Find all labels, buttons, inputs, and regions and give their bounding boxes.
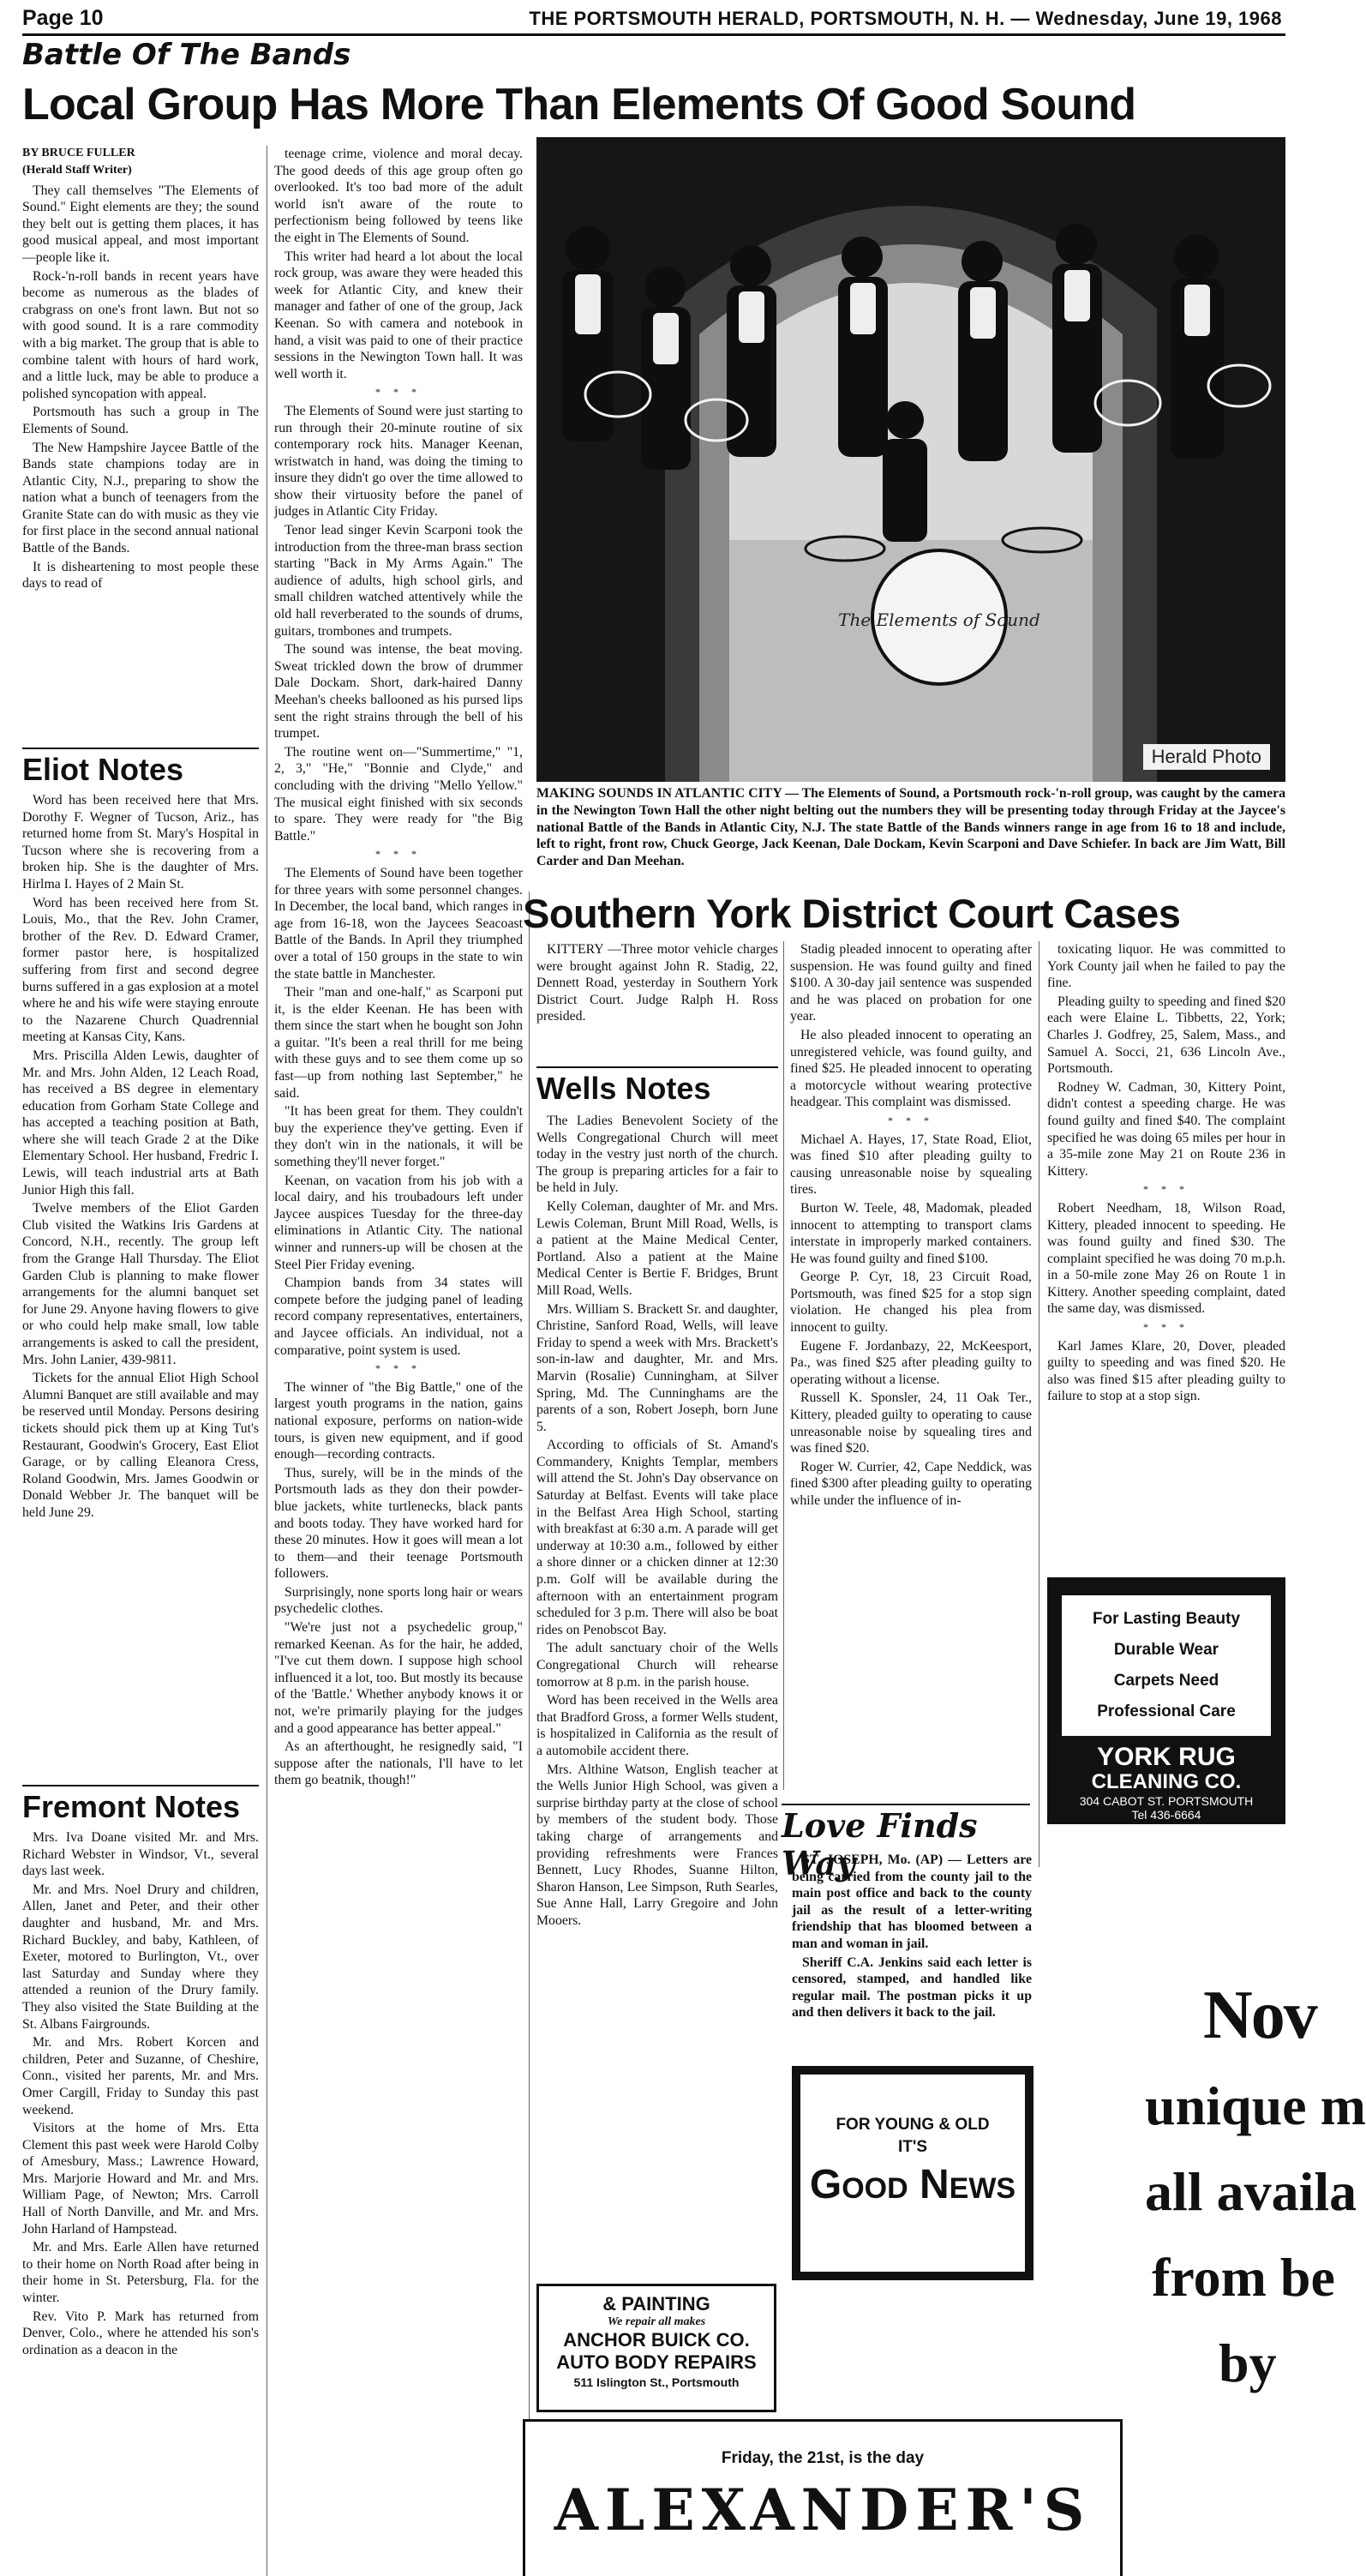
ad-good-news: Good News — [809, 2162, 1016, 2207]
paragraph: Stadig pleaded innocent to operating after suspension. He was found guilty and fined $100. A 30-day jail sentence was suspended and he was placed on probation for one year. — [790, 942, 1032, 1024]
photo-credit: Herald Photo — [1143, 744, 1270, 770]
section-break: * * * — [375, 1362, 422, 1375]
ad-repair: We repair all makes — [607, 2315, 706, 2328]
main-headline: Local Group Has More Than Elements Of Good Sound — [22, 80, 1136, 129]
paper-dateline: THE PORTSMOUTH HERALD, PORTSMOUTH, N. H. — Wednesday, June 19, 1968 — [529, 7, 1282, 29]
paragraph: Pleading guilty to speeding and fined $20 each were Elaine L. Tibbetts, 22, York; Charles J. Godfrey, 25, Salem, Mass., and Samuel A. Socci, 21, 636 Lincoln Ave., Portsmouth. — [1047, 994, 1285, 1077]
paragraph: Portsmouth has such a group in The Elements of Sound. — [22, 405, 259, 436]
paragraph: Mr. and Mrs. Earle Allen have returned to their home on North Road after being in their home in St. Petersburg, Fla. for the winter. — [22, 2240, 259, 2306]
paragraph: Rev. Vito P. Mark has returned from Denver, Colo., where he attended his son's ordination as a deacon in the — [22, 2309, 259, 2357]
ad-tagline: FOR YOUNG & OLD — [836, 2116, 990, 2134]
paragraph: The Elements of Sound have been together for three years with some personnel changes. In December, the local band, which ranges in age from 16-18, won the Jaycees Seacoast Battle of the Bands. In April they triumphed over a total of 150 groups in the state to win the state battle in Manchester. — [274, 865, 523, 982]
ad-friday: Friday, the 21st, is the day — [721, 2449, 925, 2467]
ad-line: Durable Wear — [1113, 1641, 1219, 1659]
photo-caption: MAKING SOUNDS IN ATLANTIC CITY — The Elements of Sound, a Portsmouth rock-'n-roll group, was caught by the camera in the Newington Town Hall the other night belting out the numbers they will be presenting today through Friday at the Jaycee's national Battle of the Bands in Atlantic City, N.J. The state Battle of the Bands winners range in age from 16 to 18 and include, left to right, front row, Chuck George, Jack Keenan, Dale Dockam, Kevin Scarponi and Dave Schiefer. In back are Jim Watt, Bill Carder and Dan Meehan. — [536, 786, 1285, 869]
paragraph: KITTERY —Three motor vehicle charges were brought against John R. Stadig, 22, Dennett Road, yesterday in Southern York District Court. Judge Ralph H. Ross presided. — [536, 942, 778, 1024]
eliot-notes-body — [22, 792, 259, 1778]
paragraph: George P. Cyr, 18, 23 Circuit Road, Portsmouth, was fined $25 for a stop sign violation. He changed his plea from innocent to guilty. — [790, 1270, 1032, 1336]
fremont-notes-body — [22, 1829, 259, 2576]
paragraph: Mr. and Mrs. Robert Korcen and children, Peter and Suzanne, of Cheshire, Conn., visited her parents, Mr. and Mrs. Omer Cargill, Friday to Sunday this past weekend. — [22, 2035, 259, 2117]
band-photo — [536, 137, 1285, 782]
paragraph: Tickets for the annual Eliot High School Alumni Banquet are still available and may be reserved until Monday. Persons desiring tickets should pick them up at King Tut's Restaurant, Goodwin's Grocery, East Eliot Garage, or by calling Eleanora Cress, Roland Goodwin, Mrs. James Goodwin or Donald Webber Jr. The banquet will be held June 29. — [22, 1371, 259, 1520]
ad-tagline-2: IT'S — [897, 2138, 928, 2156]
paragraph: ST. JOSEPH, Mo. (AP) — Letters are being carried from the county jail to the main post office and back to the county jail as the result of a letter-writing friendship that has bloomed between a man and woman in jail. — [792, 1852, 1032, 1951]
eliot-notes-heading: Eliot Notes — [22, 748, 259, 789]
paragraph: The winner of "the Big Battle," one of the largest youth programs in the nation, gains national exposure, performs on nation-wide tours, is given new equipment, and if good enough—recording contracts. — [274, 1379, 523, 1462]
column-rule — [783, 941, 784, 1790]
paragraph: Surprisingly, none sports long hair or wears psychedelic clothes. — [274, 1584, 523, 1617]
section-break: * * * — [1143, 1321, 1189, 1334]
good-news-ad — [792, 2066, 1033, 2280]
southern-york-headline: Southern York District Court Cases — [523, 891, 1181, 936]
paragraph: Their "man and one-half," as Scarponi put it, is the elder Keenan. He has been with them since the start when he bought son John a guitar. "It's been a real thrill for me being with these guys and to see them come up so fast—up from nothing last September," he said. — [274, 985, 523, 1101]
wells-notes-heading: Wells Notes — [536, 1066, 778, 1108]
paragraph: Roger W. Currier, 42, Cape Neddick, was fined $300 after pleading guilty to operating while under the influence of in- — [790, 1459, 1032, 1508]
paragraph: Rodney W. Cadman, 30, Kittery Point, didn't contest a speeding charge. He was found guilty and fined $40. The complaint specified he was doing 65 miles per hour in a 35-mile zone May 21 on Route 236 in Kittery. — [1047, 1079, 1285, 1179]
paragraph: Word has been received in the Wells area that Bradford Gross, a former Wells student, is hospitalized in California as the result of a automobile accident there. — [536, 1693, 778, 1758]
paragraph: He also pleaded innocent to operating an unregistered vehicle, was found guilty, and fined $25. He pleaded innocent to operating a motorcycle without wearing protective headgear. This complaint was dismissed. — [790, 1027, 1032, 1110]
paragraph: Tenor lead singer Kevin Scarponi took the introduction from the three-man brass section starting "Back in My Arms Again." The audience of adults, high school girls, and small children watched attentively while the old hall reverberated to the sounds of drums, guitars, trombones and trumpets. — [274, 523, 523, 639]
paragraph: Rock-'n-roll bands in recent years have become as numerous as the blades of crabgrass on one's front lawn. But not so with good sound. It is a rare commodity with a big market. The group that is able to combine talent with hours of hard work, and a little luck, may be able to produce a polished syncopation with appeal. — [22, 268, 259, 401]
paragraph: The New Hampshire Jaycee Battle of the Bands state champions today are in Atlantic City, N.J., preparing to show the nation what a bunch of teenagers from the Granite State can do with music as they vie for first place in the second annual national Battle of the Bands. — [22, 440, 259, 556]
paragraph: The sound was intense, the beat moving. Sweat trickled down the brow of drummer Dale Dockam. Short, dark-haired Danny Meehan's cheeks ballooned as his pursed lips sent the right strains through the bell of his trumpet. — [274, 642, 523, 742]
ad-painting: & PAINTING — [602, 2293, 710, 2315]
band-photo-image — [536, 137, 1285, 782]
ad-big-text: all availa — [1145, 2161, 1357, 2222]
paragraph: The routine went on—"Summertime," "1, 2, 3," "He," "Bonnie and Clyde," and concluding with the driving "Mello Yellow." The musical eight finished with six seconds to spare. They were ready for "the Big Battle." — [274, 744, 523, 844]
cropped-ad — [1141, 1886, 1366, 2576]
paragraph: Robert Needham, 18, Wilson Road, Kittery, pleaded innocent to speeding. He was found guilty and fined $30. The complaint specified he was doing 70 m.p.h. in a 50-mile zone May 26 on Route 1 in Kittery. Another speeding complaint, dated the same day, was dismissed. — [1047, 1200, 1285, 1317]
ad-phone: Tel 436-6664 — [1131, 1808, 1201, 1822]
paragraph: Mrs. Iva Doane visited Mr. and Mrs. Richard Webster in Windsor, Vt., several days last week. — [22, 1830, 259, 1879]
main-story-column-2 — [274, 146, 523, 2576]
ad-line: For Lasting Beauty — [1092, 1610, 1241, 1628]
love-finds-way-heading: Love Finds Way — [782, 1804, 1030, 1882]
paragraph: The Elements of Sound were just starting to run through their 20-minute routine of six contemporary rock hits. Manager Keenan, wristwatch in hand, was doing the timing to insure they didn't go over the time allowed to show their virtuosity before the panel of judges in Atlantic City Friday. — [274, 403, 523, 519]
paragraph: The Ladies Benevolent Society of the Wells Congregational Church will meet today in the vestry just north of the church. The group is preparing articles for a fair to be held in July. — [536, 1114, 778, 1196]
paragraph: Eugene F. Jordanbazy, 22, McKeesport, Pa., was fined $25 after pleading guilty to operating without a license. — [790, 1338, 1032, 1387]
paragraph: Karl James Klare, 20, Dover, pleaded guilty to speeding and was fined $20. He also was fined $15 after pleading guilty to failure to stop at a stop sign. — [1047, 1338, 1285, 1404]
paragraph: Champion bands from 34 states will compete before the judging panel of leading record company representatives, entertainers, and Jaycee officials. An individual, not a comparative, point system is used. — [274, 1276, 523, 1358]
paragraph: According to officials of St. Amand's Commandery, Knights Templar, members will attend the St. John's Day observance on Saturday at Belfast. Events will take place in the Belfast Area High School, starting with breakfast at 6:30 a.m. A parade will get underway at 10:30 a.m., followed by either a shore dinner or a chicken dinner at 12:30 p.m. Golf will be available during the afternoon with an entertainment program scheduled for 3 p.m. There will also be boat rides on Penobscot Bay. — [536, 1438, 778, 1637]
paragraph: "It has been great for them. They couldn't buy the experience they've getting. Even if they don't win in the nationals, it will be something they'll never forget." — [274, 1104, 523, 1170]
paragraph: Word has been received here that Mrs. Dorothy F. Wegner of Tucson, Ariz., has returned home from St. Mary's Hospital in Tucson where she is recovering from a broken hip. She is the daughter of Mrs. Hirlma I. Hayes of 2 Main St. — [22, 793, 259, 892]
paragraph: Sheriff C.A. Jenkins said each letter is censored, stamped, and handled like regular mail. The postman picks it up and then delivers it back to the jail. — [792, 1955, 1032, 2021]
section-break: * * * — [888, 1114, 934, 1126]
anchor-buick-ad — [536, 2284, 776, 2412]
paragraph: toxicating liquor. He was committed to York County jail when he failed to pay the fine. — [1047, 942, 1285, 991]
ad-line: Carpets Need — [1113, 1672, 1219, 1690]
column-rule — [529, 892, 530, 2576]
alexanders-ad — [523, 2419, 1123, 2576]
paragraph: Michael A. Hayes, 17, State Road, Eliot, was fined $10 after pleading guilty to causing unreasonable noise by squealing tires. — [790, 1132, 1032, 1198]
paragraph: Burton W. Teele, 48, Madomak, pleaded innocent to attempting to transport clams interstate in improperly marked containers. He was found guilty and fined $100. — [790, 1200, 1032, 1266]
paragraph: Mrs. Priscilla Alden Lewis, daughter of Mr. and Mrs. John Alden, 12 Leach Road, has received a BS degree in elementary education from Gorham State College and has accepted a teaching position at Bath, where she will teach Grade 2 at the Dike Elementary School. Her husband, Fredric I. Lewis, will teach industrial arts at Bath Junior High this fall. — [22, 1048, 259, 1198]
paragraph: This writer had heard a lot about the local rock group, was aware they were headed this week for Atlantic City, and knew their manager and father of one of the group, Jack Keenan. So with camera and notebook in hand, a visit was paid to one of their practice sessions in the Newington Town hall. It was well worth it. — [274, 249, 523, 381]
paragraph: Mr. and Mrs. Noel Drury and children, Allen, Janet and Peter, and their other daughter and husband, Mr. and Mrs. Richard Buckley, and baby, Kathleen, of Exeter, motored to Burlington, Vt., over last Saturday and Sunday where they attended a reunion of the Drury family. They also visited the State Building at the St. Albans Fairgrounds. — [22, 1882, 259, 2032]
ad-company-name: YORK RUG — [1097, 1743, 1236, 1771]
byline-title: (Herald Staff Writer) — [22, 164, 132, 177]
paragraph: Keenan, on vacation from his job with a local dairy, and his troubadours left under Jaycee auspices Tuesday for the three-day eliminations in Atlantic City. The national winner and runners-up will be chosen at the Steel Pier Friday evening. — [274, 1173, 523, 1272]
paragraph: Kelly Coleman, daughter of Mr. and Mrs. Lewis Coleman, Brunt Mill Road, Wells, is a patient at the Maine Medical Center, Portland. Also a patient at the Maine Medical Center is Bertie F. Bridges, Brunt Mill Road, Wells. — [536, 1198, 778, 1298]
ad-anchor-name: ANCHOR BUICK CO. — [563, 2329, 750, 2351]
paragraph: Russell K. Sponsler, 24, 11 Oak Ter., Kittery, pleaded guilty to operating to cause unreasonable noise by squealing tires and was fined $20. — [790, 1390, 1032, 1456]
ad-big-text: by — [1219, 2333, 1277, 2393]
paragraph: teenage crime, violence and moral decay. The good deeds of this age group often go overlooked. It's too bad more of the adult world isn't aware of the route to perfectionism being followed by teens like the eight in The Elements of Sound. — [274, 147, 523, 245]
fremont-notes-heading: Fremont Notes — [22, 1785, 259, 1826]
main-story-column-1 — [22, 146, 259, 746]
paragraph: The adult sanctuary choir of the Wells Congregational Church will rehearse tomorrow at 8 p.m. in the parish house. — [536, 1641, 778, 1690]
ad-anchor-address: 511 Islington St., Portsmouth — [573, 2375, 740, 2389]
court-cases-column-3 — [1047, 941, 1285, 1571]
paragraph: Mrs. William S. Brackett Sr. and daughter, Christine, Sanford Road, Wells, will leave Friday to spend a week with Mrs. Brackett's son-in-law and daughter, Mr. and Mrs. Marvin (Rosalie) Cunningham, at Silver Spring, Md. The Cunninghams are the parents of a son, Robert Joseph, born June 5. — [536, 1301, 778, 1434]
ad-auto-body: AUTO BODY REPAIRS — [556, 2351, 757, 2373]
masthead — [22, 3, 1285, 36]
court-cases-column-2 — [790, 941, 1032, 1798]
section-title: Battle Of The Bands — [22, 38, 351, 72]
ad-company-name-2: CLEANING CO. — [1091, 1770, 1242, 1793]
wells-notes-body — [536, 1113, 778, 1979]
court-cases-column-1 — [536, 941, 778, 1044]
section-break: * * * — [375, 848, 422, 861]
paragraph: "We're just not a psychedelic group," remarked Keenan. As for the hair, he added, "I've cut them down. I suppose high school influenced it a lot, too. But mostly its because of the 'Battle.' Whether anybody knows it or not, we're primarily playing for the judges and a good appearance has better appeal." — [274, 1620, 523, 1736]
paragraph: Visitors at the home of Mrs. Etta Clement this past week were Harold Colby of Amesbury, Mass.; Lawrence Howard, Mrs. Marjorie Howard and Mr. and Mrs. William Page, of Newton; Mrs. Carroll Hall of North Danville, and Mr. and Mrs. John Harland of Hampstead. — [22, 2121, 259, 2237]
york-rug-ad — [1047, 1577, 1285, 1824]
love-finds-way-body — [792, 1852, 1032, 2057]
paragraph: As an afterthought, he resignedly said, "I suppose after the nationals, I'll have to let them go beatnik, though!" — [274, 1739, 523, 1788]
page-number: Page 10 — [22, 6, 104, 30]
paragraph: Mrs. Althine Watson, English teacher at the Wells Junior High School, was given a surprise birthday party at the close of school by members of the student body. Those taking charge of arrangements and providing refreshments were Frances Bennett, Lucy Rhodes, Suanne Hilton, Sharon Hanson, Lee Simpson, Ruth Searles, Sue Anne Hall, Larry Gregoire and John Mooers. — [536, 1762, 778, 1928]
paragraph: Twelve members of the Eliot Garden Club visited the Watkins Iris Gardens at Concord, N.H., recently. The group left from the Grange Hall Thursday. The Eliot Garden Club is planning to make flower arrangements for the alumni banquet set for June 29. Anyone having flowers to give or who could help make small, low table arrangements is asked to call the president, Mrs. John Lanier, 439-9811. — [22, 1201, 259, 1367]
ad-big-text: Nov — [1203, 1978, 1316, 2053]
paragraph: Word has been received here from St. Louis, Mo., that the Rev. John Cramer, brother of the Rev. D. Edward Cramer, former pastor here, is hospitalized suffering from first and second degree burns suffered in a gas explosion at a motel where he and his wife were staying enroute to the Nazarene Church Quadrennial meeting at Kansas City, Kans. — [22, 895, 259, 1045]
section-break: * * * — [375, 386, 422, 399]
paragraph: Thus, surely, will be in the minds of the Portsmouth lads as they don their powder-blue jackets, white turtlenecks, black pants and boots today. They have worked hard for these 20 minutes. How it goes will mean a lot to them—and their teenage Portsmouth followers. — [274, 1465, 523, 1582]
ad-address: 304 CABOT ST. PORTSMOUTH — [1079, 1794, 1254, 1808]
ad-line: Professional Care — [1097, 1702, 1236, 1720]
section-break: * * * — [1143, 1183, 1189, 1196]
ad-big-text: from be — [1152, 2247, 1335, 2308]
byline: BY BRUCE FULLER — [22, 147, 135, 159]
paragraph: They call themselves "The Elements of Sound." Eight elements are they; the sound they belt out is getting them places, it has good musical appeal, and most important—people like it. — [22, 183, 259, 265]
ad-alexanders: ALEXANDER'S — [554, 2477, 1092, 2543]
paragraph: It is disheartening to most people these days to read of — [22, 559, 259, 591]
ad-big-text: unique m — [1145, 2075, 1366, 2136]
drum-logo-text: The Elements of Sound — [838, 609, 1040, 630]
